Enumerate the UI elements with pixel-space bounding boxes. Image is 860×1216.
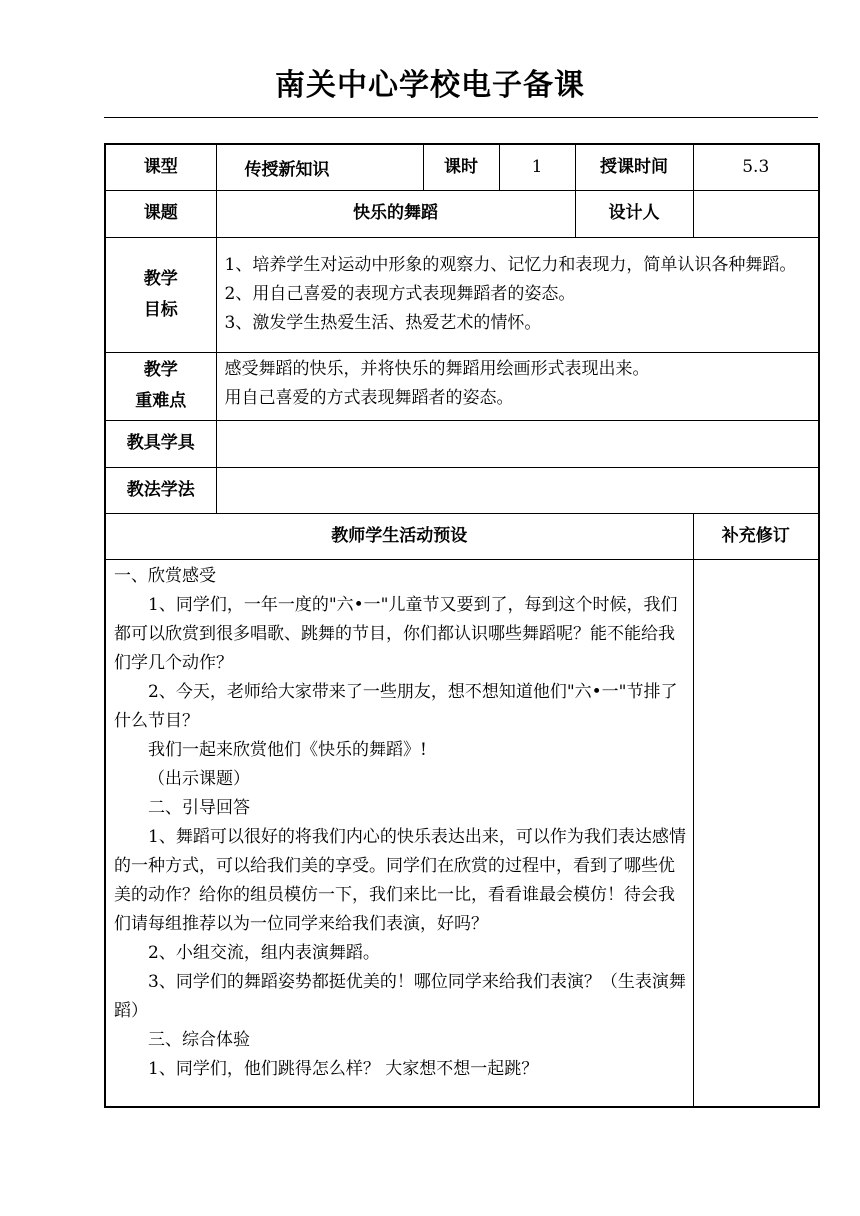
activity-paragraph: 1、同学们，他们跳得怎么样？ 大家想不想一起跳？ [148,1058,539,1079]
key-points-label-line2: 重难点 [135,391,187,411]
tools-value [216,420,819,467]
row-activity-header [105,513,819,559]
goal-item: 3、激发学生热爱生活、热爱艺术的情怀。 [224,313,542,333]
methods-label: 教法学法 [105,467,216,513]
teaching-time-value: 5.3 [693,144,819,190]
activity-paragraph: 1、舞蹈可以很好的将我们内心的快乐表达出来，可以作为我们表达感情的一种方式，可以给我们美的享受。同学们在欣赏的过程中，看到了哪些优美的动作？给你的组员模仿一下，我们来比一比，看看谁最会模仿！待会我们请每组推荐以为一位同学来给我们表演，好吗？ [114,826,686,934]
topic-value: 快乐的舞蹈 [216,190,575,237]
designer-value [693,190,819,237]
activity-paragraph: （出示课题） [148,768,250,789]
row-lesson-type [105,144,819,190]
row-tools [105,420,819,467]
supplement-header: 补充修订 [693,513,819,559]
section-heading: 三、综合体验 [148,1029,250,1050]
period-value: 1 [499,144,575,190]
activity-paragraph: 2、小组交流，组内表演舞蹈。 [148,942,380,963]
key-points-content [216,352,819,420]
tools-label: 教具学具 [105,420,216,467]
activity-paragraph: 3、同学们的舞蹈姿势都挺优美的！哪位同学来给我们表演？（生表演舞蹈） [114,971,686,1021]
row-topic [105,190,819,237]
row-activity-body [105,559,819,1107]
goals-label-line2: 目标 [143,299,178,320]
lesson-type-label: 课型 [105,144,216,190]
section-heading: 一、欣赏感受 [114,565,216,586]
activity-paragraph: 我们一起来欣赏他们《快乐的舞蹈》! [148,739,427,760]
goals-label [105,237,216,352]
teaching-time-label: 授课时间 [575,144,693,190]
activity-paragraph: 2、今天，老师给大家带来了一些朋友，想不想知道他们"六•一"节排了什么节目？ [114,681,678,731]
lesson-type-value: 传授新知识 [216,144,423,190]
goals-content [216,237,819,352]
row-goals [105,237,819,352]
activity-content [105,559,693,1107]
methods-value [216,467,819,513]
section-heading: 二、引导回答 [148,797,250,818]
title-divider [104,117,818,118]
goal-item: 2、用自己喜爱的表现方式表现舞蹈者的姿态。 [224,284,576,304]
supplement-content [693,559,819,1107]
row-key-points [105,352,819,420]
topic-label: 课题 [105,190,216,237]
activity-paragraph: 1、同学们，一年一度的"六•一"儿童节又要到了，每到这个时候，我们都可以欣赏到很多唱歌、跳舞的节目，你们都认识哪些舞蹈呢？能不能给我们学几个动作？ [114,594,678,673]
key-points-label-line1: 教学 [143,360,178,380]
goals-label-line1: 教学 [143,268,178,289]
designer-label: 设计人 [575,190,693,237]
goal-item: 1、培养学生对运动中形象的观察力、记忆力和表现力，简单认识各种舞蹈。 [224,255,797,275]
row-methods [105,467,819,513]
page-title: 南关中心学校电子备课 [275,68,585,103]
activity-header: 教师学生活动预设 [105,513,693,559]
key-points-label [105,352,216,420]
key-point-item: 用自己喜爱的方式表现舞蹈者的姿态。 [224,387,514,408]
lesson-plan-table [104,143,820,1108]
period-label: 课时 [423,144,499,190]
key-point-item: 感受舞蹈的快乐，并将快乐的舞蹈用绘画形式表现出来。 [224,358,650,379]
